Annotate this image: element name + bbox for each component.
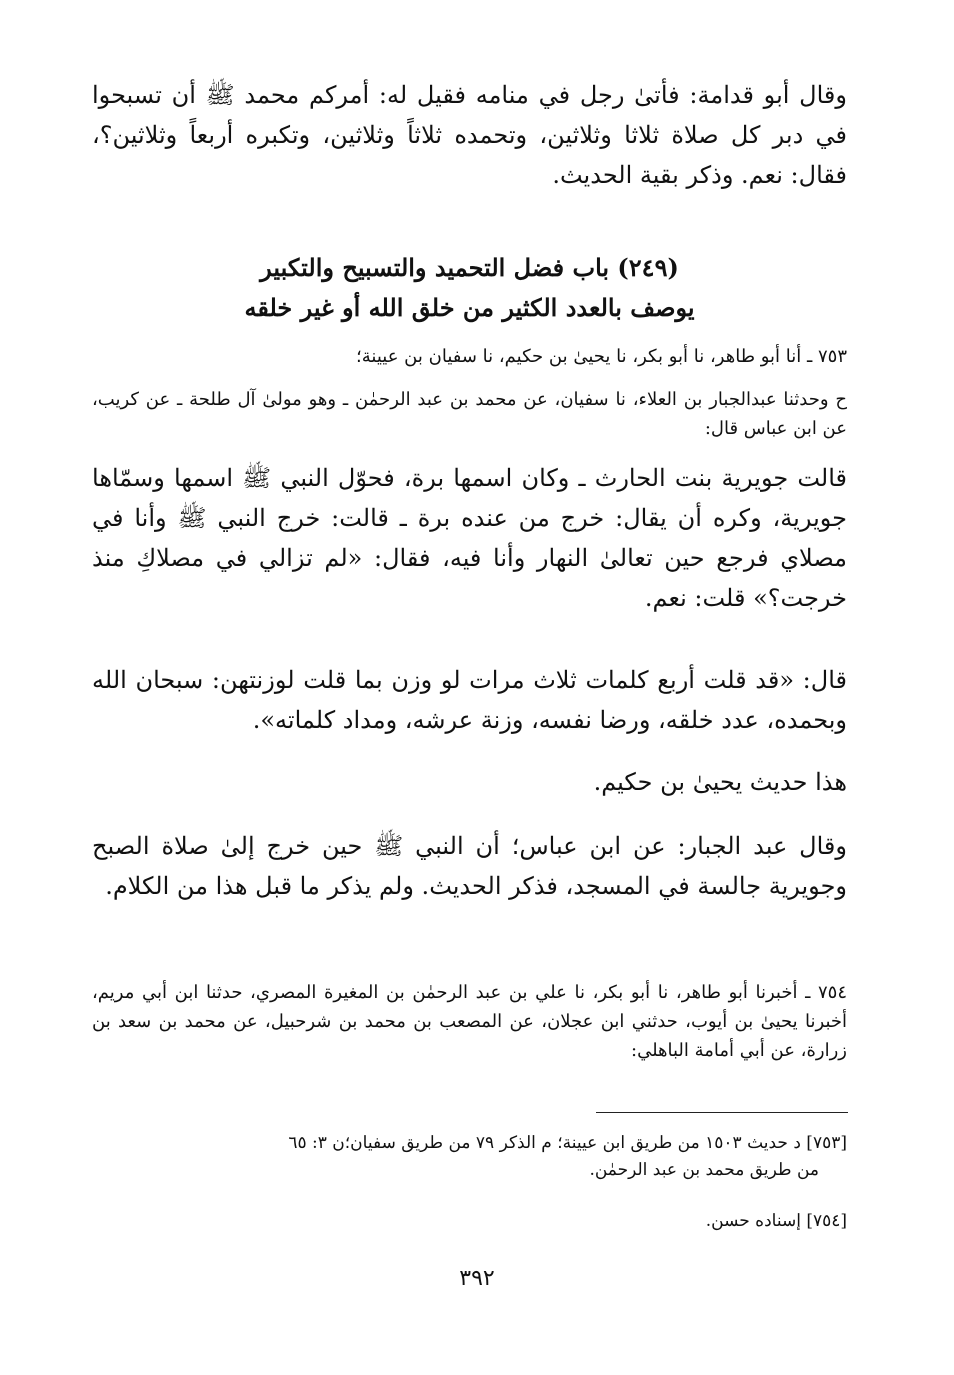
chapter-heading [92,248,847,328]
footnote-754: [٧٥٤] إسناده حسن. [705,1211,847,1231]
hadith-754-isnad: ٧٥٤ ـ أخبرنا أبو طاهر، نا أبو بكر، نا علي بن عبد الرحمٰن بن المغيرة المصري، حدثنا ابن أبي مريم، أخبرنا يحيىٰ بن أيوب، حدثني ابن عجلان، عن المصعب بن محمد بن شرحبيل، عن محمد بن سعد بن زرارة، عن أبي أمامة الباهلي: [92,982,847,1061]
footnote-753 [92,1130,847,1184]
footnote-divider [596,1112,848,1113]
chapter-heading-line-1: (٢٤٩) باب فضل التحميد والتسبيح والتكبير [260,253,679,282]
paragraph-abu-qudama: وقال أبو قدامة: فأتىٰ رجل في منامه فقيل له: أمركم محمد ﷺ أن تسبحوا في دبر كل صلاة ثلاثا وثلاثين، وتحمده ثلاثاً وثلاثين، وتكبره أربعاً وثلاثين؟، فقال: نعم. وذكر بقية الحديث. [92,81,847,189]
hadith-note-yahya: هذا حديث يحيىٰ بن حكيم. [593,768,847,796]
hadith-753-isnad: ٧٥٣ ـ أنا أبو طاهر، نا أبو بكر، نا يحيىٰ بن حكيم، نا سفيان بن عيينة؛ [356,346,847,367]
footnote-753-line-2: من طريق محمد بن عبد الرحمٰن. [589,1160,819,1180]
page-number: ٣٩٢ [459,1266,495,1291]
footnote-753-line-1: [٧٥٣] د حديث ١٥٠٣ من طريق ابن عيينة؛ م الذكر ٧٩ من طريق سفيان؛ن ٣: ٦٥ [288,1133,847,1153]
paragraph-abd-al-jabbar: وقال عبد الجبار: عن ابن عباس؛ أن النبي ﷺ حين خرج إلىٰ صلاة الصبح وجويرية جالسة في المسجد، فذكر الحديث. ولم يذكر ما قبل هذا من الكلام. [92,832,847,900]
hadith-753-isnad-2: ح وحدثنا عبدالجبار بن العلاء، نا سفيان، عن محمد بن عبد الرحمٰن ـ وهو مولىٰ آل طلحة ـ عن كريب، عن ابن عباس قال: [92,389,847,439]
hadith-753-matn: قالت جويرية بنت الحارث ـ وكان اسمها برة، فحوّل النبي ﷺ اسمها وسمّاها جويرية، وكره أن يقال: خرج من عنده برة ـ قالت: خرج النبي ﷺ وأنا في مصلاي فرجع حين تعالىٰ النهار وأنا فيه، فقال: «لم تزالي في مصلاكِ منذ خرجت؟» قلت: نعم. [92,464,847,612]
hadith-753-words: قال: «قد قلت أربع كلمات ثلاث مرات لو وزن بما قلت لوزنتهن: سبحان الله وبحمده، عدد خلقه، ورضا نفسه، وزنة عرشه، ومداد كلماته». [92,666,847,734]
chapter-heading-line-2: يوصف بالعدد الكثير من خلق الله أو غير خلقه [244,293,695,322]
